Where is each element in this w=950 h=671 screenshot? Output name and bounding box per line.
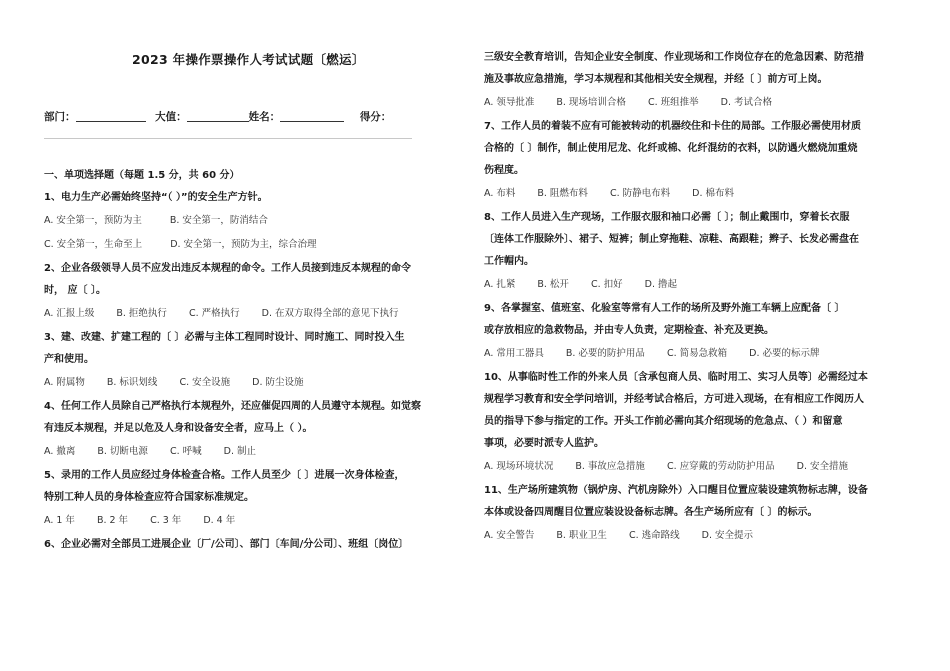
option-item: C. 简易急救箱 [666, 348, 728, 359]
question-line: 工作帽内。 [484, 256, 534, 267]
option-item: A. 安全第一，预防为主 [44, 215, 142, 226]
option-item: A. 撤离 [44, 446, 76, 457]
option-item: C. 安全第一，生命至上 [44, 239, 143, 250]
option-item: D. 防尘设施 [252, 377, 304, 388]
option-item: D. 安全提示 [701, 530, 753, 541]
question-text [484, 116, 912, 182]
question-text [484, 207, 912, 273]
right-question-list [484, 47, 912, 549]
question-line: 2、企业各级领导人员不应发出违反本规程的命令。工作人员接到违反本规程的命令 [44, 263, 411, 274]
question-text [44, 327, 464, 371]
question-line: 有违反本规程，并足以危及人身和设备安全者，应马上（ ）。 [44, 423, 313, 434]
option-item: A. 安全警告 [484, 530, 535, 541]
question-block [484, 47, 912, 114]
question-text [484, 480, 912, 524]
question-block [484, 298, 912, 365]
option-item: A. 附属物 [44, 377, 85, 388]
question-line: 1、电力生产必需始终坚持“（ ）”的安全生产方针。 [44, 192, 268, 203]
question-text [44, 534, 464, 556]
question-line: 员的指导下参与指定的工作。开头工作前必需向其介绍现场的危急点、（ ）和留意 [484, 416, 843, 427]
option-item: B. 阻燃布料 [537, 188, 588, 199]
option-item: D. 4 年 [203, 515, 236, 526]
option-item: C. 扣好 [590, 279, 623, 290]
options-row [44, 210, 464, 232]
exam-info-line [44, 109, 464, 124]
question-line: 3、建、改建、扩建工程的〔 〕必需与主体工程同时设计、同时施工、同时投入生 [44, 332, 405, 343]
duty-label: 大值： [155, 111, 187, 123]
header-divider [44, 138, 412, 139]
question-block [484, 480, 912, 547]
question-text [484, 47, 912, 91]
options-row [484, 456, 912, 478]
question-text [44, 187, 464, 209]
option-item: B. 现场培训合格 [556, 97, 626, 108]
options-row [44, 303, 464, 325]
question-block [44, 534, 464, 556]
question-text [484, 367, 912, 455]
question-text [44, 258, 464, 302]
options-row [44, 510, 464, 532]
options-row [44, 372, 464, 394]
name-label: 姓名： [248, 111, 281, 123]
question-text [484, 298, 912, 342]
option-item: D. 必要的标示牌 [749, 348, 820, 359]
option-item: A. 领导批准 [484, 97, 535, 108]
dept-label: 部门： [44, 111, 76, 123]
option-item: B. 事故应急措施 [575, 461, 645, 472]
option-item: A. 扎紧 [484, 279, 516, 290]
question-line: 规程学习教育和安全学问培训，并经考试合格后，方可进入现场，在有相应工作阅历人 [484, 394, 864, 405]
option-item: D. 制止 [223, 446, 256, 457]
option-item: C. 严格执行 [188, 308, 240, 319]
duty-blank [187, 110, 249, 122]
question-line: 时， 应〔 〕。 [44, 285, 106, 296]
question-block [484, 207, 912, 296]
question-line: 8、工作人员进入生产现场，工作服衣服和袖口必需〔 〕；制止戴围巾，穿着长衣服 [484, 212, 850, 223]
name-blank [280, 110, 344, 122]
options-row [484, 525, 912, 547]
option-item: B. 切断电源 [97, 446, 148, 457]
option-item: D. 安全措施 [796, 461, 848, 472]
question-line: 5、录用的工作人员应经过身体检查合格。工作人员至少〔 〕进展一次身体检查， [44, 470, 405, 481]
option-item: B. 安全第一，防消结合 [169, 215, 268, 226]
options-row [484, 183, 912, 205]
options-row [484, 274, 912, 296]
question-line: 7、工作人员的着装不应有可能被转动的机器绞住和卡住的局部。工作服必需使用材质 [484, 121, 861, 132]
question-line: 事项，必要时派专人监护。 [484, 438, 604, 449]
question-text [44, 465, 464, 509]
question-block [44, 258, 464, 325]
option-item: D. 在双方取得全部的意见下执行 [261, 308, 399, 319]
question-line: 合格的〔 〕制作，制止使用尼龙、化纤或棉、化纤混纺的衣料，以防遇火燃烧加重烧 [484, 143, 858, 154]
question-line: 6、企业必需对全部员工进展企业〔厂/公司〕、部门〔车间/分公司〕、班组〔岗位〕 [44, 539, 409, 550]
question-line: 11、生产场所建筑物（锅炉房、汽机房除外）入口醒目位置应装设建筑物标志牌，设备 [484, 485, 868, 496]
question-line: 10、从事临时性工作的外来人员〔含承包商人员、临时用工、实习人员等〕必需经过本 [484, 372, 868, 383]
question-line: 特别工种人员的身体检查应符合国家标准规定。 [44, 492, 254, 503]
question-line: 施及事故应急措施，学习本规程和其他相关安全规程，并经〔 〕前方可上岗。 [484, 74, 828, 85]
dept-blank [76, 110, 146, 122]
option-item: A. 布料 [484, 188, 516, 199]
option-item: A. 1 年 [44, 515, 75, 526]
score-label: 得分： [359, 111, 392, 123]
option-item: D. 棉布料 [692, 188, 734, 199]
question-block [44, 396, 464, 463]
section-heading: 一、单项选择题（每题 1.5 分，共 60 分） [44, 170, 240, 181]
question-line: 4、任何工作人员除自己严格执行本规程外，还应催促四周的人员遵守本规程。如觉察 [44, 401, 421, 412]
option-item: A. 汇报上级 [44, 308, 95, 319]
option-item: C. 逃命路线 [628, 530, 680, 541]
question-line: 产和使用。 [44, 354, 94, 365]
option-item: B. 标识划线 [106, 377, 158, 388]
option-item: B. 拒绝执行 [116, 308, 167, 319]
option-item: B. 必要的防护用品 [565, 348, 645, 359]
page-title: 2023 年操作票操作人考试试题〔燃运〕 [132, 52, 365, 67]
option-item: C. 3 年 [150, 515, 182, 526]
question-block [44, 187, 464, 256]
option-item: C. 班组推举 [647, 97, 699, 108]
question-line: 伤程度。 [484, 165, 524, 176]
option-item: C. 安全设施 [179, 377, 231, 388]
question-line: 三级安全教育培训，告知企业安全制度、作业现场和工作岗位存在的危急因素、防范措 [484, 52, 864, 63]
question-line: 9、各掌握室、值班室、化验室等常有人工作的场所及野外施工车辆上应配备〔 〕 [484, 303, 845, 314]
option-item: B. 松开 [537, 279, 569, 290]
option-item: D. 考试合格 [720, 97, 772, 108]
question-text [44, 396, 464, 440]
option-item: C. 应穿戴的劳动防护用品 [666, 461, 775, 472]
options-row [44, 234, 464, 256]
question-block [44, 327, 464, 394]
option-item: D. 安全第一，预防为主，综合治理 [170, 239, 317, 250]
option-item: D. 撸起 [644, 279, 677, 290]
options-row [44, 441, 464, 463]
question-block [44, 465, 464, 532]
options-row [484, 92, 912, 114]
question-line: 或存放相应的急救物品，并由专人负责，定期检查、补充及更换。 [484, 325, 774, 336]
question-block [484, 367, 912, 478]
options-row [484, 343, 912, 365]
left-question-list [44, 187, 464, 556]
option-item: A. 现场环境状况 [484, 461, 554, 472]
question-block [484, 116, 912, 205]
question-line: 本体或设备四周醒目位置应装设设备标志牌。各生产场所应有〔 〕的标示。 [484, 507, 818, 518]
option-item: B. 2 年 [96, 515, 129, 526]
option-item: B. 职业卫生 [556, 530, 607, 541]
option-item: C. 防静电布料 [609, 188, 671, 199]
option-item: C. 呼喊 [169, 446, 202, 457]
question-line: 〔连体工作服除外〕、裙子、短裤；制止穿拖鞋、凉鞋、高跟鞋；辫子、长发必需盘在 [484, 234, 859, 245]
option-item: A. 常用工器具 [484, 348, 544, 359]
